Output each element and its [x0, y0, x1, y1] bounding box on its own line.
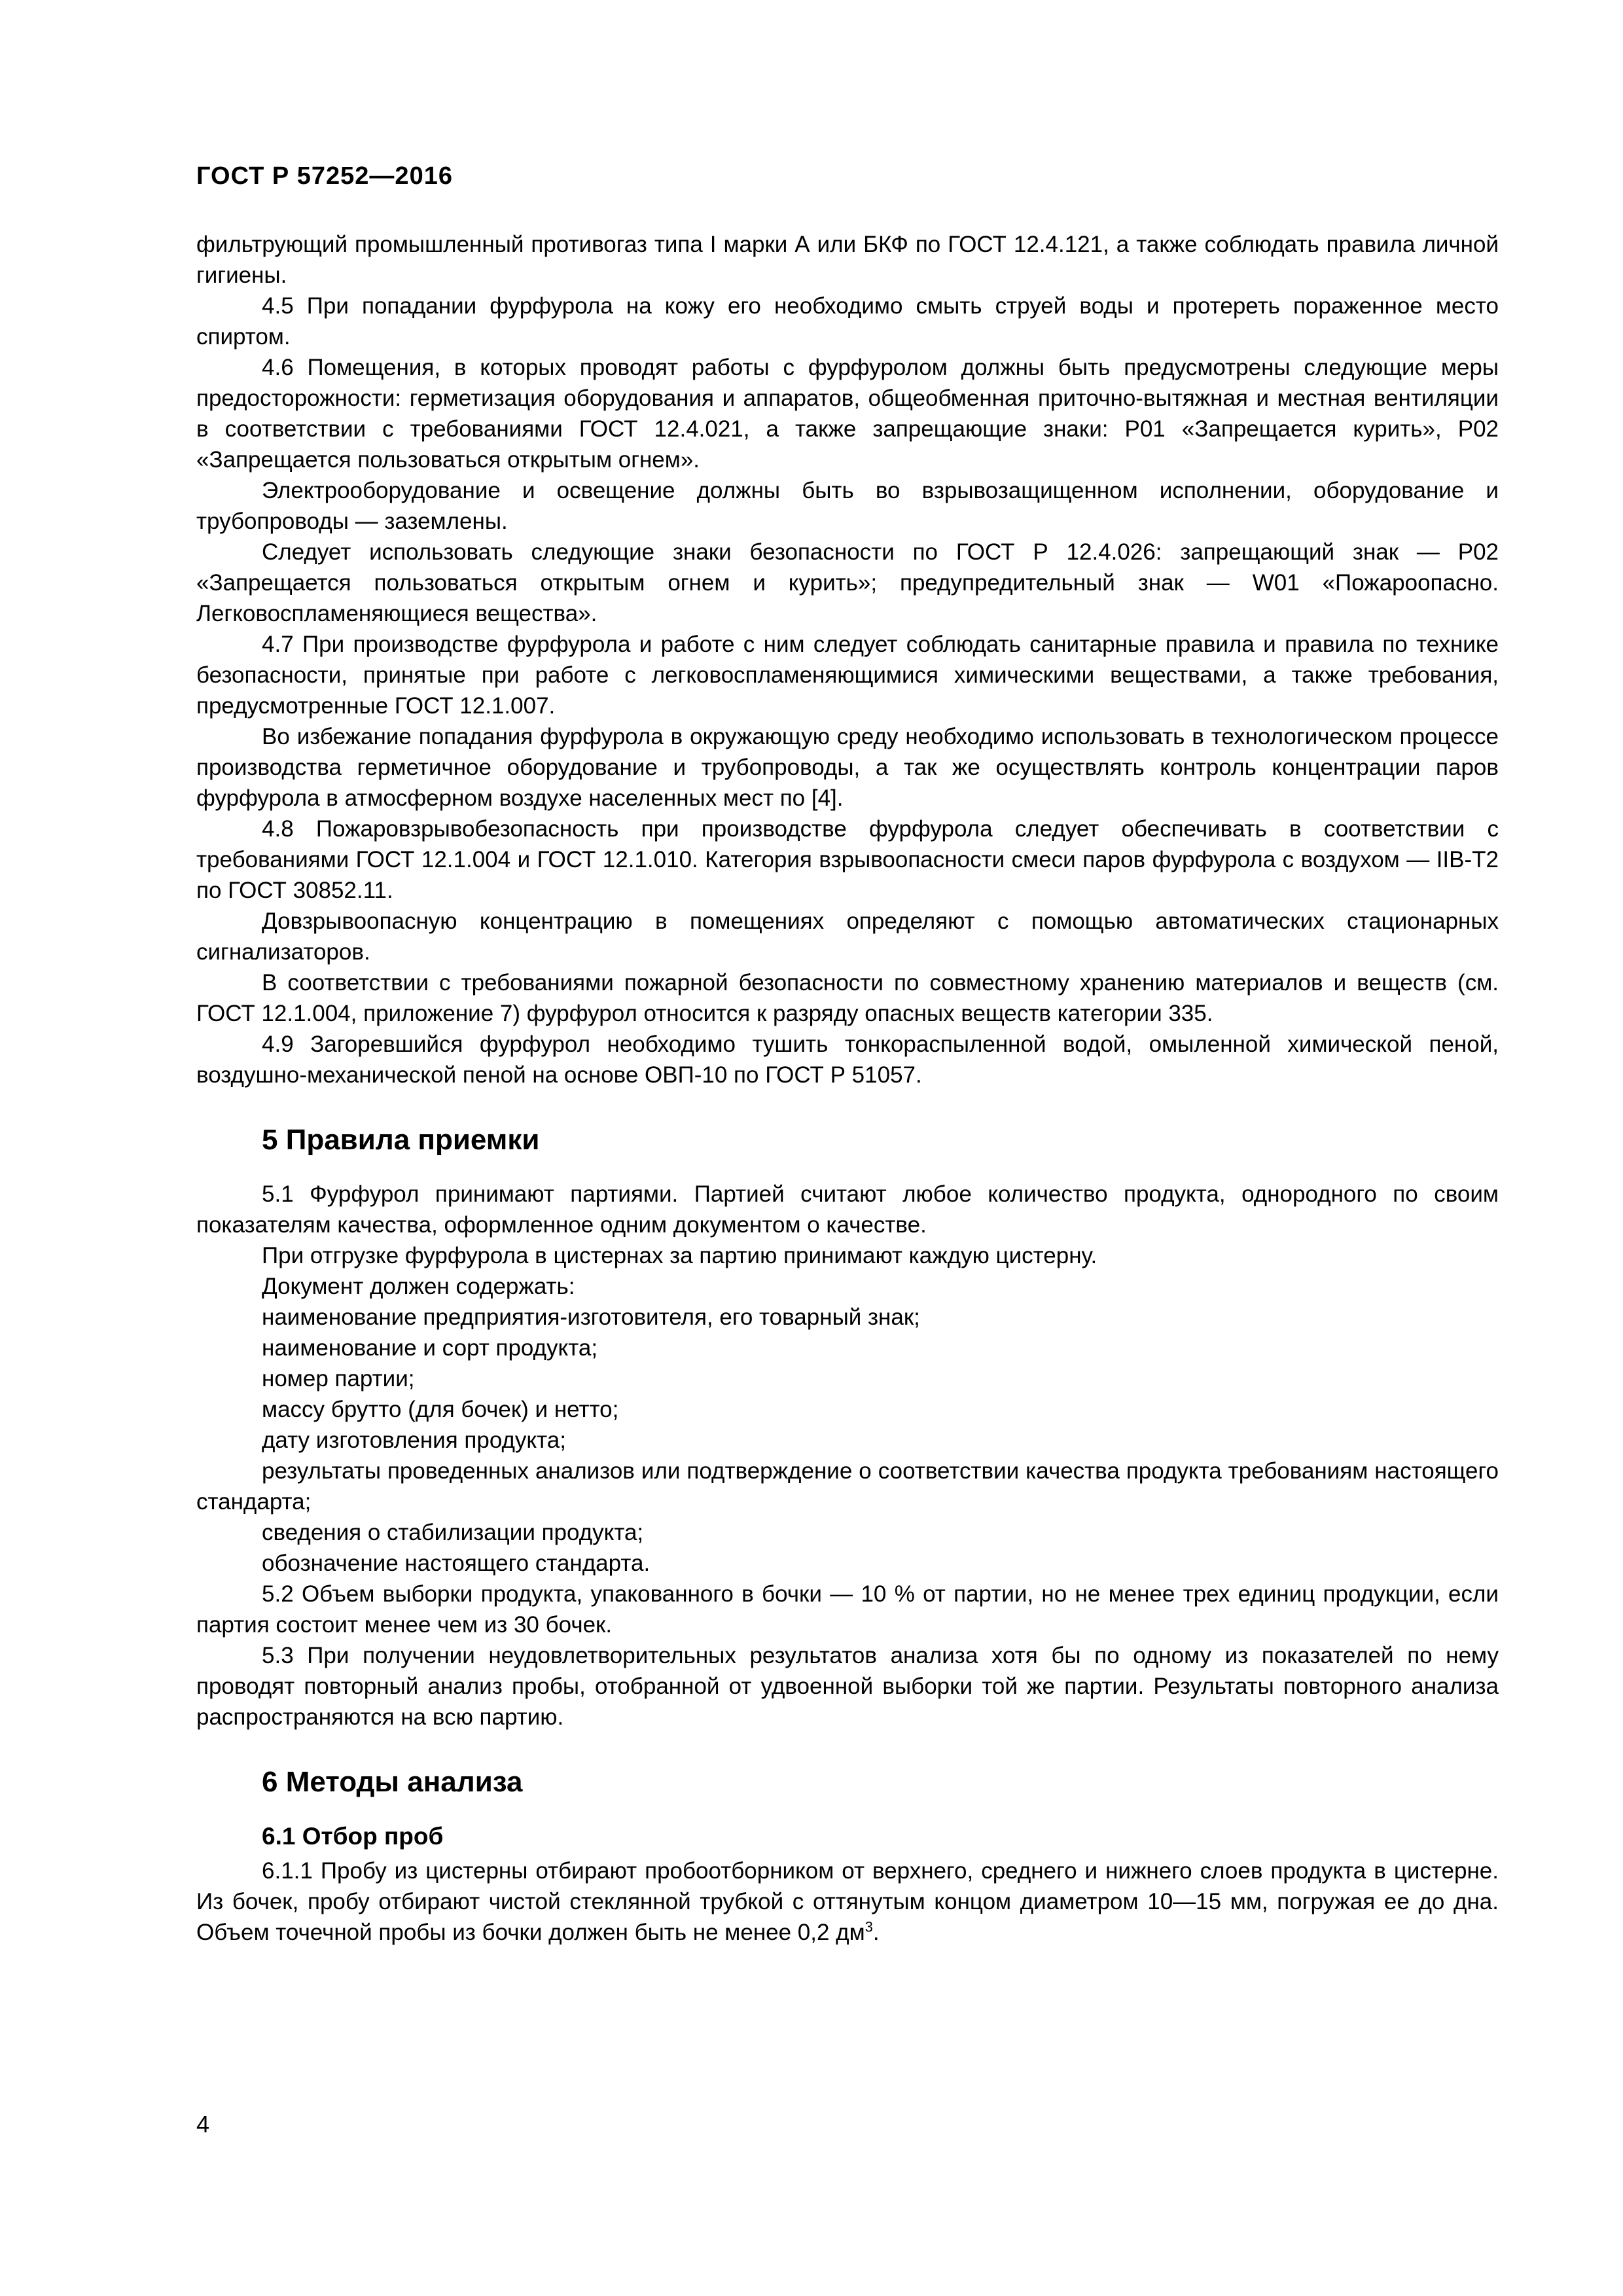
paragraph-4-8: 4.8 Пожаровзрывобезопасность при производстве фурфурола следует обеспечивать в соответствии с требованиями ГОСТ 12.1.004 и ГОСТ 12.1.010. Категория взрывоопасности смеси паров фурфурола с воздухом — IIB-T2 по ГОСТ 30852.11. [196, 816, 1499, 903]
document-body [196, 229, 1499, 1948]
section-6-heading: 6 Методы анализа [262, 1766, 523, 1798]
paragraph-6-1-1 [196, 1856, 1499, 1948]
paragraph-5-1: 5.1 Фурфурол принимают партиями. Партией считают любое количество продукта, однородного по своим показателям качества, оформленное одним документом о качестве. [196, 1181, 1499, 1238]
superscript: 3 [865, 1918, 873, 1935]
paragraph-4-5: 4.5 При попадании фурфурола на кожу его необходимо смыть струей воды и протереть пораженное место спиртом. [196, 293, 1499, 350]
list-item: массу брутто (для бочек) и нетто; [262, 1397, 619, 1422]
paragraph-5-2: 5.2 Объем выборки продукта, упакованного в бочки — 10 % от партии, но не менее трех единиц продукции, если партия состоит менее чем из 30 бочек. [196, 1581, 1499, 1638]
paragraph-fire-safety: В соответствии с требованиями пожарной безопасности по совместному хранению материалов и веществ (см. ГОСТ 12.1.004, приложение 7) фурфурол относится к разряду опасных веществ категории 335. [196, 970, 1499, 1026]
list-item: наименование и сорт продукта; [262, 1335, 598, 1361]
list-item: обозначение настоящего стандарта. [262, 1551, 651, 1576]
list-item: наименование предприятия-изготовителя, его товарный знак; [262, 1304, 920, 1330]
list-item: сведения о стабилизации продукта; [262, 1520, 644, 1545]
page-number: 4 [196, 2111, 210, 2138]
paragraph-document-contents: Документ должен содержать: [262, 1274, 575, 1299]
paragraph-environment: Во избежание попадания фурфурола в окружающую среду необходимо использовать в технологическом процессе производства герметичное оборудование и трубопроводы, а так же осуществлять контроль концентрации паров фурфурола в атмосферном воздухе населенных мест по [4]. [196, 724, 1499, 811]
paragraph-safety-signs: Следует использовать следующие знаки безопасности по ГОСТ Р 12.4.026: запрещающий знак — Р02 «Запрещается пользоваться открытым огнем и курить»; предупредительный знак — W01 «Пожароопасно. Легковоспламеняющиеся вещества». [196, 539, 1499, 626]
subsection-6-1-heading: 6.1 Отбор проб [262, 1823, 444, 1850]
document-header: ГОСТ Р 57252—2016 [196, 162, 453, 190]
list-item: номер партии; [262, 1366, 415, 1391]
paragraph-4-9: 4.9 Загоревшийся фурфурол необходимо тушить тонкораспыленной водой, омыленной химической пеной, воздушно-механической пеной на основе ОВП-10 по ГОСТ Р 51057. [196, 1031, 1499, 1088]
paragraph-5-3: 5.3 При получении неудовлетворительных результатов анализа хотя бы по одному из показателей по нему проводят повторный анализ пробы, отобранной от удвоенной выборки той же партии. Результаты повторного анализа распространяются на всю партию. [196, 1643, 1499, 1730]
paragraph-shipment: При отгрузке фурфурола в цистернах за партию принимают каждую цистерну. [262, 1243, 1097, 1268]
paragraph-continuation: фильтрующий промышленный противогаз типа I марки А или БКФ по ГОСТ 12.4.121, а также соблюдать правила личной гигиены. [196, 232, 1499, 288]
paragraph-6-1-1-text: 6.1.1 Пробу из цистерны отбирают пробоотборником от верхнего, среднего и нижнего слоев продукта в цистерне. Из бочек, пробу отбирают чистой стеклянной трубкой с оттянутым концом диаметром 10—15 мм, погружая ее до дна. Объем точечной пробы из бочки должен быть не менее 0,2 дм [196, 1858, 1499, 1945]
paragraph-4-7: 4.7 При производстве фурфурола и работе с ним следует соблюдать санитарные правила и правила по технике безопасности, принятые при работе с легковоспламеняющимися химическими веществами, а также требования, предусмотренные ГОСТ 12.1.007. [196, 632, 1499, 719]
paragraph-6-1-1-end: . [872, 1920, 880, 1945]
paragraph-concentration: Довзрывоопасную концентрацию в помещениях определяют с помощью автоматических стационарных сигнализаторов. [196, 908, 1499, 965]
list-item: дату изготовления продукта; [262, 1427, 566, 1453]
paragraph-4-6: 4.6 Помещения, в которых проводят работы с фурфуролом должны быть предусмотрены следующие меры предосторожности: герметизация оборудования и аппаратов, общеобменная приточно-вытяжная и местная вентиляции в соответствии с требованиями ГОСТ 12.4.021, а также запрещающие знаки: Р01 «Запрещается курить», Р02 «Запрещается пользоваться открытым огнем». [196, 355, 1499, 473]
list-item: результаты проведенных анализов или подтверждение о соответствии качества продукта требованиям настоящего стандарта; [196, 1458, 1499, 1515]
section-5-heading: 5 Правила приемки [262, 1124, 540, 1156]
paragraph-electrical: Электрооборудование и освещение должны быть во взрывозащищенном исполнении, оборудование и трубопроводы — заземлены. [196, 478, 1499, 534]
